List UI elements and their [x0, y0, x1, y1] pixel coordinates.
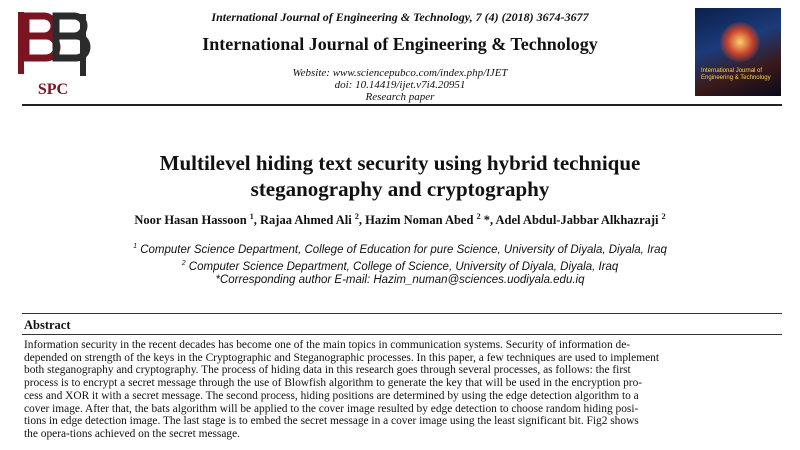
abstract-line: depended on strength of the keys in the Cryptographic and Steganographic processes. In this paper, a few techniques are used to implement — [24, 351, 660, 364]
author-name: Noor Hasan Hassoon — [134, 213, 247, 228]
journal-reference: International Journal of Engineering & Technology, 7 (4) (2018) 3674-3677 — [211, 10, 589, 24]
title-line-1: Multilevel hiding text security using hybrid technique — [159, 151, 641, 175]
email-text[interactable]: *Corresponding author E-mail: Hazim_numan@sciences.uodiyala.edu.iq — [215, 273, 585, 286]
affiliation-mark: 2 — [661, 212, 666, 221]
corresponding-mark: * — [480, 213, 490, 228]
affiliation-1 — [0, 240, 800, 257]
affiliation-2 — [0, 257, 800, 274]
publication-meta — [0, 67, 800, 103]
title-line-2: steganography and cryptography — [250, 177, 550, 201]
corresponding-email — [0, 274, 800, 287]
abstract-line: tions in edge detection image. The last stage is to embed the secret message in a cover image using the least significant bit. Fig2 shows — [24, 415, 639, 428]
abstract-line: both steganography and cryptography. The process of hiding data in this research goes through several processes, as follows: the first — [24, 364, 631, 377]
affiliation-text: Computer Science Department, College of Education for pure Science, University of Diyala, Diyala, Iraq — [137, 243, 667, 256]
article-type: Research paper — [365, 91, 435, 103]
affiliations — [0, 240, 800, 287]
author-name: Adel Abdul-Jabbar Alkhazraji — [495, 213, 659, 228]
abstract-body — [24, 339, 779, 441]
affiliation-mark: 2 — [181, 259, 186, 267]
author-list: Noor Hasan Hassoon $^1$, Rajaa Ahmed Ali $^2$, Hazim Noman Abed $^2$ *, Adel Abdul-Jabbar Alkhazraji $^2$ — [134, 212, 666, 228]
affiliation-mark: 2 — [476, 212, 481, 221]
abstract-line: cover image. After that, the bats algorithm will be applied to the cover image resulted by edge detection to choose random hiding posi- — [24, 402, 639, 415]
affiliation-mark: 1 — [133, 243, 137, 250]
affiliation-mark: 1 — [249, 212, 254, 221]
abstract-line: Information security in the recent decades has become one of the main topics in communication systems. Security of information de- — [24, 339, 631, 351]
header-divider — [22, 104, 782, 106]
affiliation-text: Computer Science Department, College of Science, University of Diyala, Diyala, Iraq — [185, 260, 619, 273]
logo-text: SPC — [37, 81, 69, 98]
author-name: Hazim Noman Abed — [365, 213, 474, 228]
doi-link[interactable]: doi: 10.14419/ijet.v7i4.20951 — [334, 79, 466, 91]
author-name: Rajaa Ahmed Ali — [260, 213, 352, 228]
journal-name: International Journal of Engineering & Technology — [202, 34, 598, 54]
abstract-heading-rule — [22, 334, 782, 335]
abstract-heading: Abstract — [24, 318, 71, 332]
abstract-line: the opera-tions achieved on the secret message. — [24, 427, 241, 440]
abstract-line: cess and XOR it with a secret message. The second process, hiding positions are determined by using the edge detection algorithm to a — [24, 389, 639, 402]
cover-title: International Journal of Engineering & Technology — [701, 68, 771, 81]
paper-title — [0, 150, 800, 202]
website-link[interactable]: Website: www.sciencepubco.com/index.php/IJET — [292, 67, 508, 79]
abstract-line: process is to encrypt a secret message through the use of Blowfish algorithm to generate the key that will be used in the encryption pro- — [24, 377, 643, 390]
affiliation-mark: 2 — [354, 212, 359, 221]
abstract-top-rule — [22, 313, 782, 314]
